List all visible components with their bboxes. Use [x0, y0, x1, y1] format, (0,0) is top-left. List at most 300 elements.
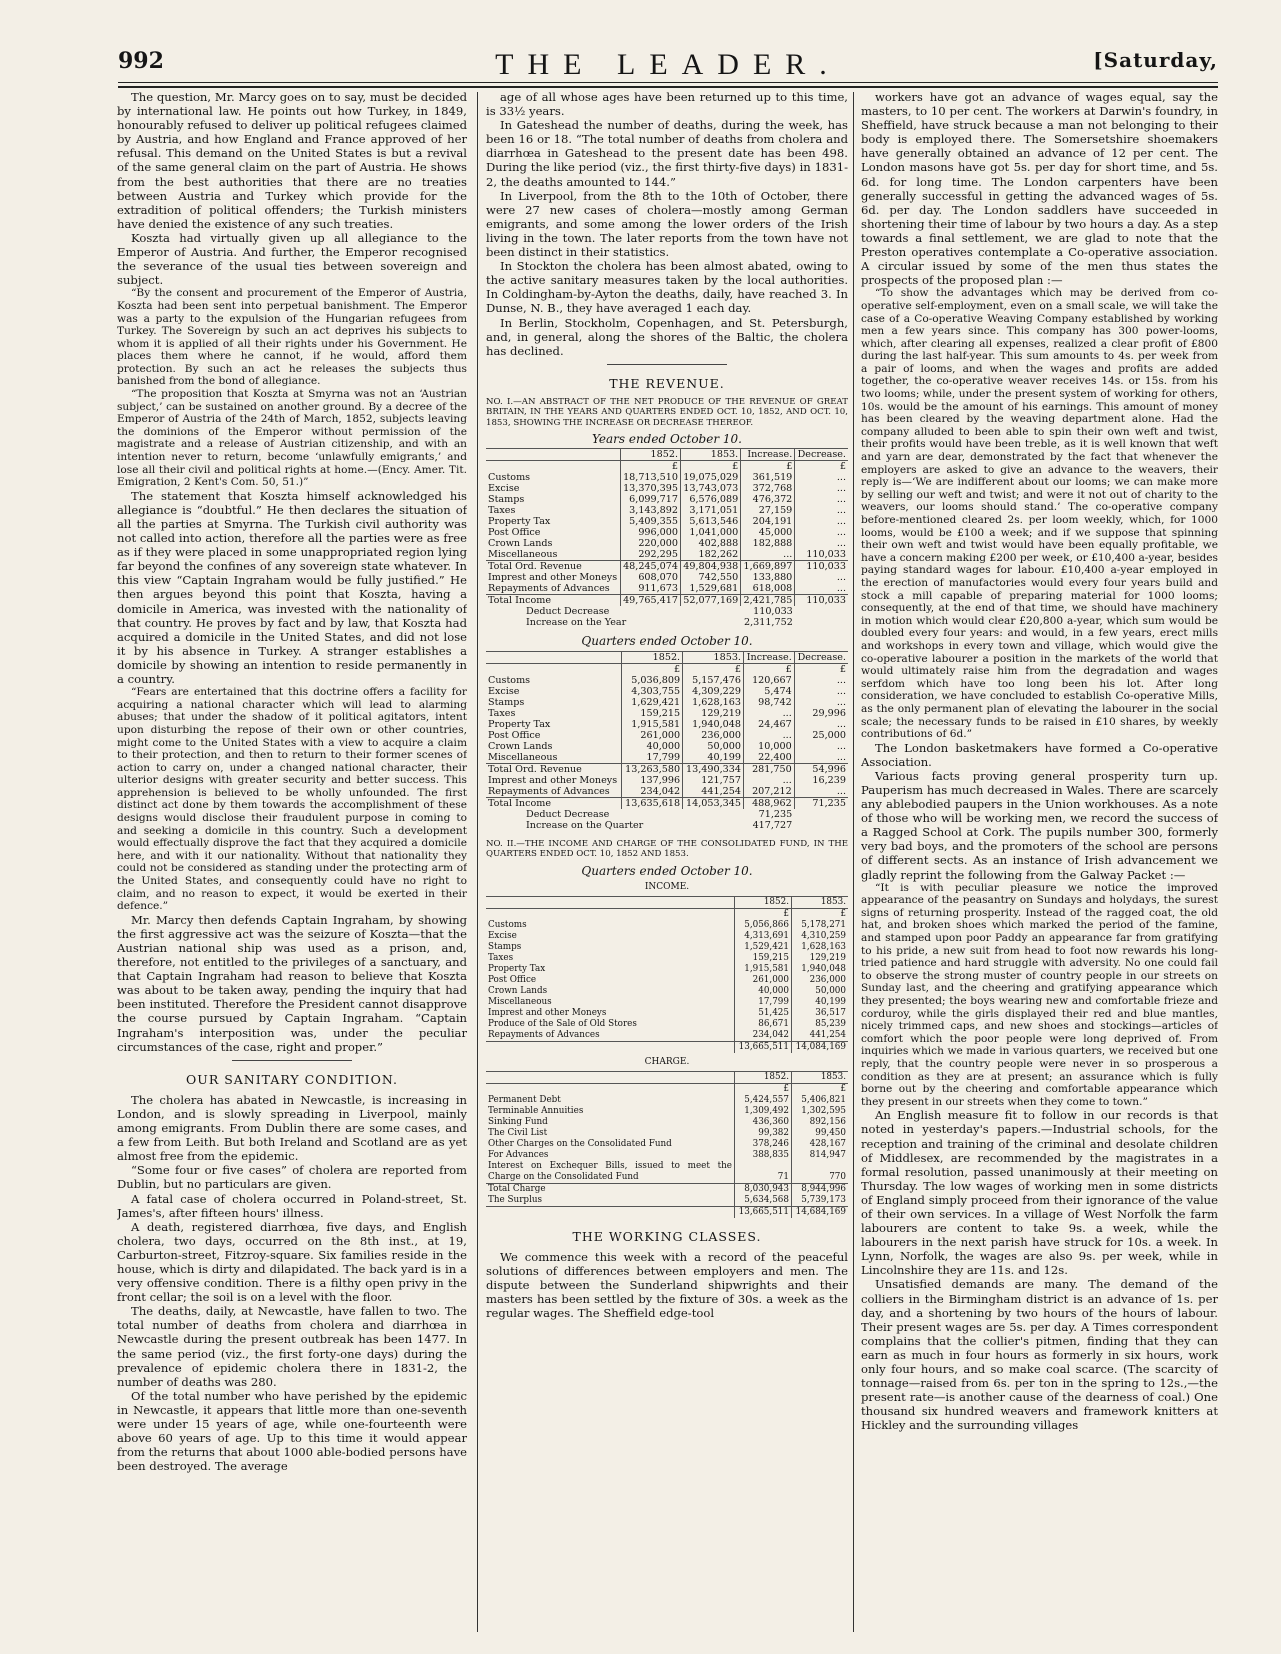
summary-value: 71,235	[758, 808, 793, 820]
row-label: Crown Lands	[488, 985, 548, 996]
table-row	[486, 920, 848, 931]
cell-value: 13,490,334	[683, 763, 744, 775]
table-row	[486, 997, 848, 1008]
paragraph: A fatal case of cholera occurred in Poland-street, St. James's, after fifteen hours' illness.	[117, 1191, 467, 1220]
cell-value: 14,053,345	[683, 797, 744, 809]
cell-value: 49,804,938	[681, 561, 741, 573]
cell-value: £	[620, 461, 680, 473]
row-label	[486, 1083, 735, 1095]
cell-value: 13,665,511	[735, 1206, 792, 1218]
table-row	[486, 472, 848, 483]
row-label: Post Office	[488, 974, 537, 985]
cell-value: £	[741, 461, 795, 473]
paragraph: We commence this week with a record of the peaceful solutions of differences between employers and men. The dispute between the Sunderland shipwrights and their masters has been settled by the fixture of 30s. a week as the regular wages. The Sheffield edge-tool	[486, 1249, 848, 1321]
cell-value: 5,157,476	[683, 675, 744, 686]
cell-value: ...	[795, 527, 848, 538]
row-label: Total Ord. Revenue	[486, 561, 620, 573]
column-2	[486, 90, 848, 1630]
cell-value: 8,030,943	[735, 1183, 792, 1195]
paragraph: The cholera has abated in Newcastle, is increasing in London, and is slowly spreading in Liverpool, mainly among emigrants. From Dublin there are some cases, and a few from Leith. But both Ireland and Scotland are as yet almost free from the epidemic.	[117, 1092, 467, 1164]
cell-value: 13,665,511	[735, 1041, 792, 1053]
income-table	[486, 896, 848, 1053]
cell-value: 220,000	[620, 538, 680, 549]
cell-value: 13,370,395	[620, 483, 680, 494]
cell-value: 261,000	[622, 730, 683, 741]
cell-value: 99,450	[792, 1128, 849, 1139]
row-label: Repayments of Advances	[488, 1029, 600, 1040]
cell-value: ...	[743, 775, 794, 786]
table-row	[486, 1161, 848, 1184]
quotation: “By the consent and procurement of the Emperor of Austria, Koszta had been sent into perpetual banishment. The Emperor was a party to the expulsion of the Hungarian refugees from Turkey. The Sovereign by such an act deprives his subjects to whom it is applied of all their rights under his Government. He places them where he cannot, if he would, afford them protection. By such an act he releases the subjects thus banished from the bond of allegiance.	[117, 287, 467, 388]
cell-value: 1,629,421	[622, 697, 683, 708]
row-label: Sinking Fund	[488, 1116, 548, 1127]
cell-value: Increase.	[741, 449, 795, 461]
row-label: Post Office	[488, 729, 541, 741]
table-row	[486, 663, 848, 675]
cell-value: 40,000	[622, 741, 683, 752]
cell-value: 1,940,048	[683, 719, 744, 730]
summary-row	[486, 820, 848, 831]
table-row	[486, 775, 848, 786]
row-label	[486, 1041, 735, 1053]
row-label: Produce of the Sale of Old Stores	[488, 1018, 637, 1029]
summary-value: 2,311,752	[743, 617, 793, 629]
cell-value: ...	[795, 572, 848, 583]
summary-row	[486, 617, 848, 628]
cell-value: 99,382	[735, 1128, 792, 1139]
paragraph: The London basketmakers have formed a Co-operative Association.	[861, 740, 1218, 769]
table-row	[486, 527, 848, 538]
years-table	[486, 448, 848, 628]
cell-value: 911,673	[620, 583, 680, 595]
cell-value: 182,888	[741, 538, 795, 549]
cell-value: 1852.	[735, 1071, 792, 1083]
quotation: “To show the advantages which may be derived from co-operative self-employment, even on a small scale, we will take the case of a Co-operative Weaving Company established by working men a few years since. This company has 300 power-looms, which, after clearing all expenses, realized a clear profit of £800 during the last half-year. This sum amounts to 4s. per week from a pair of looms, and when the wages and profits are added together, the co-operative weaver receives 14s. or 15s. from his two looms; while, under the present system of working for others, 10s. would be the amount of his earnings. This amount of money has been cleared by the weaving department alone. Had the company alluded to been able to spin their own weft and twist, their profits would have been treble, as it is well known that weft and yarn are dear, demonstrated by the fact that whenever the employers are asked to give an advance to the weavers, their reply is—‘We are indifferent about our looms; we can make more by selling our weft and twist; and were it not out of charity to the weavers, our looms should stand.’ The co-operative company before-mentioned cleared 2s. per loom weekly, which, for 1000 looms, would be £100 a week; and if we suppose that spinning their own weft and twist would have been equally profitable, we have a concern making £200 per week, or £10,400 a-year, besides paying standard wages for labour. £10,400 a-year employed in the erection of manufactories would every four years build and stock a mill capable of preparing material for 1000 looms; consequently, at the end of that time, we should have machinery in motion which would clear £20,800 a-year, which sum would be doubled every four years: and would, in a few years, erect mills and workshops in every town and village, which would give the co-operative labourer a position in the markets of the world that would ultimately raise him from the degradation and wages serfdom which have too long been his lot. After long consideration, we have concluded to establish Co-operative Mills, as the only permanent plan of elevating the labourer in the social scale; the necessary funds to be raised in £10 shares, by weekly contributions of 6d.”	[861, 287, 1218, 741]
row-label: Other Charges on the Consolidated Fund	[488, 1138, 672, 1149]
cell-value: 5,739,173	[792, 1195, 849, 1207]
paragraph: A death, registered diarrhœa, five days, and English cholera, two days, occurred on the 8th inst., at 19, Carburton-street, Fitzroy-square. Six families reside in the house, which is dirty and dilapidated. The back yard is in a very offensive condition. There is a filthy open privy in the front cellar; the soil is on a level with the floor.	[117, 1219, 467, 1305]
cell-value: ...	[794, 786, 848, 798]
cell-value: 1,669,897	[741, 561, 795, 573]
cell-value: 29,996	[794, 708, 848, 719]
cell-value: 1,915,581	[735, 964, 792, 975]
cell-value: 129,219	[792, 953, 849, 964]
column-3	[861, 90, 1218, 1630]
row-label: Excise	[488, 483, 520, 495]
cell-value: ...	[741, 549, 795, 561]
cell-value: 48,245,074	[620, 561, 680, 573]
table-row	[486, 1019, 848, 1030]
row-label	[486, 663, 622, 675]
table-row	[486, 549, 848, 561]
cell-value: 52,077,169	[681, 595, 741, 607]
cell-value: 402,888	[681, 538, 741, 549]
cell-value: £	[743, 663, 794, 675]
cell-value: ...	[794, 719, 848, 730]
cell-value: 388,835	[735, 1150, 792, 1161]
cell-value: 1853.	[792, 896, 849, 908]
cell-value: 14,084,169	[792, 1041, 849, 1053]
table-row	[486, 1139, 848, 1150]
summary-label: Deduct Decrease	[526, 808, 610, 820]
table-row	[486, 494, 848, 505]
cell-value: 4,313,691	[735, 931, 792, 942]
cell-value: £	[792, 1083, 849, 1095]
cell-value: 40,000	[735, 986, 792, 997]
cell-value: 36,517	[792, 1008, 849, 1019]
cell-value: 436,360	[735, 1117, 792, 1128]
section-heading: THE WORKING CLASSES.	[572, 1228, 762, 1244]
section-heading: THE REVENUE.	[609, 375, 725, 391]
cell-value: 3,143,892	[620, 505, 680, 516]
cell-value: 98,742	[743, 697, 794, 708]
table-row	[486, 572, 848, 583]
masthead-rule	[118, 82, 1218, 83]
section-heading: OUR SANITARY CONDITION.	[186, 1071, 398, 1087]
summary-label: Increase on the Year	[526, 617, 627, 629]
paragraph: Various facts proving general prosperity turn up. Pauperism has much decreased in Wales. There are scarcely any ablebodied paupers in the Union workhouses. As a note of those who will be working men, we record the success of a Ragged School at Cork. The pupils number 300, formerly very bad boys, and the promoters of the school are persons of different sects. As an instance of Irish advancement we gladly reprint the following from the Galway Packet :—	[861, 768, 1218, 882]
cell-value: £	[683, 663, 744, 675]
cell-value: 261,000	[735, 975, 792, 986]
column-1	[117, 90, 467, 1630]
cell-value: £	[622, 663, 683, 675]
cell-value: 476,372	[741, 494, 795, 505]
cell-value: £	[795, 461, 848, 473]
cell-value: ...	[795, 538, 848, 549]
cell-value: 24,467	[743, 719, 794, 730]
table-row	[486, 595, 848, 607]
cell-value: 51,425	[735, 1008, 792, 1019]
cell-value: 1852.	[735, 896, 792, 908]
table-header-row	[486, 1071, 848, 1083]
summary-label: Deduct Decrease	[526, 606, 610, 618]
row-label: Stamps	[488, 696, 525, 708]
paragraph: workers have got an advance of wages equal, say the masters, to 10 per cent. The workers at Darwin's foundry, in Sheffield, have struck because a man not belonging to their body is employed there. The Somersetshire shoemakers have generally obtained an advance of 12 per cent. The London masons have got 5s. per day for short time, and 5s. 6d. for long time. The London carpenters have been generally successful in getting the advanced wages of 5s. 6d. per day. The London saddlers have succeeded in shortening their time of labour by two hours a day. As a step towards a final settlement, we are glad to note that the Preston operatives contemplate a Co-operative association. A circular issued by some of the men thus states the prospects of the proposed plan :—	[861, 90, 1218, 288]
cell-value: 608,070	[620, 572, 680, 583]
cell-value: £	[681, 461, 741, 473]
cell-value: 13,743,073	[681, 483, 741, 494]
quotation: “Fears are entertained that this doctrine offers a facility for acquiring a national character which will lead to alarming abuses; that under the shadow of it political agitators, intent upon disturbing the repose of their own or other countries, might come to the United States with a view to acquire a claim to their protection, and then to return to their former scenes of action to carry on, under a changed national character, their ulterior designs with greater security and better success. This apprehension is believed to be wholly unfounded. The first distinct act done by them towards the accomplishment of these designs would disclose their fraudulent purpose in coming to and seeking a domicile in this country. Such a development would effectually disprove the fact that they acquired a domicile here, and with it our nationality. Without that nationality they could not be considered as standing under the protecting arm of the United States, and consequently could have no right to claim, and no reason to expect, it would be exerted in their defence.”	[117, 686, 467, 913]
table-row	[486, 516, 848, 527]
paragraph: In Liverpool, from the 8th to the 10th of October, there were 27 new cases of cholera—mostly among German emigrants, and some among the lower orders of the Irish living in the town. The later reports from the town have not been distinct in their statistics.	[486, 188, 848, 260]
table-row	[486, 763, 848, 775]
cell-value: 27,159	[741, 505, 795, 516]
row-label	[486, 908, 735, 920]
row-label: Excise	[488, 685, 520, 697]
cell-value: 5,424,557	[735, 1095, 792, 1106]
cell-value: 8,944,996	[792, 1183, 849, 1195]
table-row	[486, 505, 848, 516]
table-subtitle: Quarters ended October 10.	[581, 863, 753, 878]
cell-value: 6,576,089	[681, 494, 741, 505]
table-caption: NO. I.—AN ABSTRACT OF THE NET PRODUCE OF THE REVENUE OF GREAT BRITAIN, IN THE YEARS AND QUARTERS ENDED OCT. 10, 1852, AND OCT. 10, 1853, SHOWING THE INCREASE OR DECREASE THEREOF.	[486, 396, 848, 428]
table-row	[486, 719, 848, 730]
row-label	[486, 1206, 735, 1218]
cell-value: 1853.	[683, 651, 744, 663]
summary-value: 417,727	[752, 819, 793, 831]
cell-value: 1852.	[620, 449, 680, 461]
table-header-row	[486, 449, 848, 461]
table-row	[486, 975, 848, 986]
row-label: Terminable Annuities	[488, 1105, 584, 1116]
table-row	[486, 697, 848, 708]
row-label: Total Ord. Revenue	[486, 763, 622, 775]
row-label: Crown Lands	[488, 538, 553, 550]
cell-value: 5,409,355	[620, 516, 680, 527]
cell-value: 13,263,580	[622, 763, 683, 775]
cell-value: 378,246	[735, 1139, 792, 1150]
cell-value: 618,008	[741, 583, 795, 595]
cell-value: 17,799	[735, 997, 792, 1008]
summary-label: Increase on the Quarter	[526, 819, 644, 831]
row-label: Permanent Debt	[488, 1094, 561, 1105]
cell-value: 1,309,492	[735, 1106, 792, 1117]
cell-value: 1853.	[792, 1071, 849, 1083]
table-row	[486, 964, 848, 975]
table-row	[486, 942, 848, 953]
row-label: Customs	[488, 674, 531, 686]
cell-value: 110,033	[795, 595, 848, 607]
cell-value: 1,041,000	[681, 527, 741, 538]
quotation: “It is with peculiar pleasure we notice the improved appearance of the peasantry on Sundays and holydays, the surest signs of returning prosperity. Instead of the ragged coat, the old hat, and broken shoes which marked the period of the famine, and stamped upon poor Paddy an appearance far from gratifying to his pride, a new suit from head to foot now rewards his long-tried patience and hard struggle with adversity. No one could fail to observe the strong muster of country people in our streets on Sunday last, and the cheering and gratifying appearance which they presented; the boys wearing new and comfortable frieze and corduroy, while the girls displayed their red and blue mantles, nicely trimmed caps, and new shoes and stockings—articles of comfort which the poor people were long deprived of. From inquiries which we made in various quarters, we received but one reply, that the country people were never in so prosperous a condition as they are at present; an assurance which is fully borne out by the cheering and comfortable appearance which they present in our streets when they come to town.”	[861, 881, 1218, 1108]
cell-value: 22,400	[743, 752, 794, 764]
row-label: Imprest and other Moneys	[488, 1007, 607, 1018]
table-row	[486, 931, 848, 942]
cell-value: Decrease.	[794, 651, 848, 663]
cell-value: 16,239	[794, 775, 848, 786]
cell-value: Increase.	[743, 651, 794, 663]
cell-value: 281,750	[743, 763, 794, 775]
row-label: Crown Lands	[488, 740, 553, 752]
row-label: Taxes	[488, 952, 514, 963]
paragraph: Of the total number who have perished by the epidemic in Newcastle, it appears that little more than one-seventh were under 15 years of age, while one-fourteenth were above 60 years of age. Up to this time it would appear from the returns that about 1000 able-bodied persons have been destroyed. The average	[117, 1388, 467, 1474]
cell-value: 50,000	[683, 741, 744, 752]
charge-label: CHARGE.	[644, 1056, 690, 1067]
separator	[232, 1060, 352, 1061]
table-row	[486, 986, 848, 997]
cell-value: 159,215	[735, 953, 792, 964]
cell-value: 50,000	[792, 986, 849, 997]
paragraph: In Stockton the cholera has been almost abated, owing to the active sanitary measures taken by the local authorities. In Coldingham-by-Ayton the deaths, daily, have reached 3. In Dunse, N. B., they have averaged 1 each day.	[486, 259, 848, 316]
issue-day: [Saturday,	[1093, 48, 1218, 72]
table-row	[486, 561, 848, 573]
cell-value: 137,996	[622, 775, 683, 786]
cell-value: 17,799	[622, 752, 683, 764]
column-divider	[853, 92, 854, 1632]
row-label: The Civil List	[488, 1127, 548, 1138]
cell-value: £	[735, 1083, 792, 1095]
cell-value: 814,947	[792, 1150, 849, 1161]
row-label: Repayments of Advances	[488, 785, 610, 797]
table-row	[486, 1106, 848, 1117]
table-row	[486, 1206, 848, 1218]
paragraph: An English measure fit to follow in our records is that noted in yesterday's papers.—Industrial schools, for the reception and training of the criminal and desolate children of Middlesex, are recommended by the magistrates in a formal resolution, passed unanimously at their meeting on Thursday. The low wages of working men in some districts of England simply proceed from their ignorance of the value of their own services. In a village of West Norfolk the farm labourers are content to take 9s. a week, while the labourers in the next parish have struck for 10s. a week. In Lynn, Norfolk, the wages are also 9s. per week, while in Lincolnshire they are 11s. and 12s.	[861, 1108, 1218, 1278]
row-label: Customs	[488, 919, 527, 930]
table-row	[486, 730, 848, 741]
table-row	[486, 953, 848, 964]
table-header-row	[486, 896, 848, 908]
cell-value: 2,421,785	[741, 595, 795, 607]
row-label: Stamps	[488, 494, 525, 506]
table-row	[486, 461, 848, 473]
cell-value: £	[735, 908, 792, 920]
table-row	[486, 1095, 848, 1106]
table-row	[486, 1008, 848, 1019]
cell-value: 5,406,821	[792, 1095, 849, 1106]
row-label: Repayments of Advances	[488, 583, 610, 595]
cell-value: ...	[794, 697, 848, 708]
cell-value: 5,474	[743, 686, 794, 697]
cell-value: 40,199	[792, 997, 849, 1008]
cell-value: 1,628,163	[792, 942, 849, 953]
cell-value: 121,757	[683, 775, 744, 786]
table-row	[486, 1030, 848, 1042]
cell-value: 996,000	[620, 527, 680, 538]
quotation: “The proposition that Koszta at Smyrna was not an ‘Austrian subject,’ can be sustained on another ground. By a decree of the Emperor of Austria of the 24th of March, 1852, subjects leaving the dominions of the Emperor without permission of the magistrate and a release of Austrian citizenship, and with an intention never to return, become ‘unlawfully emigrants,’ and lose all their civil and political rights at home.—(Ency. Amer. Tit. Emigration, 2 Kent's Com. 50, 51.)”	[117, 388, 467, 489]
newspaper-title: THE LEADER.	[495, 48, 841, 81]
cell-value: ...	[795, 483, 848, 494]
row-label: Property Tax	[488, 963, 546, 974]
cell-value: 129,219	[683, 708, 744, 719]
cell-value: Decrease.	[795, 449, 848, 461]
cell-value: 1,940,048	[792, 964, 849, 975]
cell-value: 1,529,421	[735, 942, 792, 953]
cell-value: 71,235	[794, 797, 848, 809]
table-row	[486, 1150, 848, 1161]
cell-value: 770	[792, 1161, 849, 1184]
table-row	[486, 1041, 848, 1053]
cell-value: 25,000	[794, 730, 848, 741]
masthead-rule-thick	[118, 86, 1218, 88]
cell-value: 5,056,866	[735, 920, 792, 931]
cell-value: 159,215	[622, 708, 683, 719]
row-label: Taxes	[488, 505, 516, 517]
cell-value: ...	[795, 505, 848, 516]
table-subtitle: Years ended October 10.	[592, 432, 742, 447]
cell-value: 4,310,259	[792, 931, 849, 942]
summary-value: 110,033	[753, 606, 793, 618]
cell-value: 182,262	[681, 549, 741, 561]
cell-value: £	[792, 908, 849, 920]
cell-value: 40,199	[683, 752, 744, 764]
row-label: Post Office	[488, 527, 541, 539]
cell-value: ...	[794, 675, 848, 686]
cell-value: 234,042	[622, 786, 683, 798]
cell-value: 441,254	[683, 786, 744, 798]
paragraph: In Berlin, Stockholm, Copenhagen, and St. Petersburgh, and, in general, along the shores of the Baltic, the cholera has declined.	[486, 315, 848, 358]
cell-value: 1852.	[622, 651, 683, 663]
paragraph: Unsatisfied demands are many. The demand of the colliers in the Birmingham district is an advance of 1s. per day, and a shortening by two hours of the hours of labour. Their present wages are 5s. per day. A Times correspondent complains that the collier's pitmen, finding that they can earn as much in four hours as formerly in six hours, work only four hours, and so make coal scarce. (The scarcity of tonnage—raised from 6s. per ton in the spring to 12s.,—the present rate—is another cause of the dearness of coal.) One thousand six hundred weavers and framework knitters at Hickley and the surrounding villages	[861, 1277, 1218, 1433]
cell-value: 207,212	[743, 786, 794, 798]
cell-value: 1,302,595	[792, 1106, 849, 1117]
row-label: Customs	[488, 472, 531, 484]
cell-value: ...	[743, 708, 794, 719]
cell-value: 1,915,581	[622, 719, 683, 730]
paragraph: The statement that Koszta himself acknowledged his allegiance is “doubtful.” He then declares the situation of all the parties at Smyrna. The Turkish civil authority was not called into action, therefore all the parties were as free as if they were placed in some unappropriated region lying far beyond the confines of any sovereign state whatever. In this view “Captain Ingraham would be fully justified.” He then argues beyond this point that Koszta, having a domicile in America, was invested with the nationality of that country. He proves by fact and by law, that Koszta had acquired a domicile in the United States, and did not lose it by his absence in Turkey. A stranger establishes a domicile by showing an intention to reside permanently in a country.	[117, 488, 467, 687]
table-row	[486, 483, 848, 494]
cell-value: 5,178,271	[792, 920, 849, 931]
cell-value: 5,036,809	[622, 675, 683, 686]
row-label	[486, 461, 620, 473]
row-label: For Advances	[488, 1149, 549, 1160]
cell-value: 18,713,510	[620, 472, 680, 483]
cell-value: 6,099,717	[620, 494, 680, 505]
row-label: Total Charge	[486, 1183, 735, 1195]
cell-value: 10,000	[743, 741, 794, 752]
cell-value: 19,075,029	[681, 472, 741, 483]
cell-value: 45,000	[741, 527, 795, 538]
summary-row	[486, 809, 848, 820]
paragraph: Koszta had virtually given up all allegiance to the Emperor of Austria. And further, the Emperor recognised the severance of the usual ties between sovereign and subject.	[117, 230, 467, 288]
table-row	[486, 538, 848, 549]
cell-value: 1,628,163	[683, 697, 744, 708]
cell-value: 4,303,755	[622, 686, 683, 697]
table-row	[486, 1195, 848, 1207]
row-label	[486, 651, 622, 663]
cell-value: 13,635,618	[622, 797, 683, 809]
table-row	[486, 1128, 848, 1139]
row-label: Total Income	[486, 595, 620, 607]
table-row	[486, 583, 848, 595]
cell-value: 234,042	[735, 1030, 792, 1042]
cell-value: 49,765,417	[620, 595, 680, 607]
row-label: Miscellaneous	[488, 996, 552, 1007]
cell-value: 86,671	[735, 1019, 792, 1030]
cell-value: 488,962	[743, 797, 794, 809]
cell-value: 361,519	[741, 472, 795, 483]
row-label: Miscellaneous	[488, 751, 558, 763]
cell-value: ...	[743, 730, 794, 741]
cell-value: ...	[794, 741, 848, 752]
income-label: INCOME.	[644, 881, 690, 892]
cell-value: 120,667	[743, 675, 794, 686]
table-header-row	[486, 651, 848, 663]
cell-value: 292,295	[620, 549, 680, 561]
table-row	[486, 1083, 848, 1095]
row-label	[486, 449, 620, 461]
row-label: Imprest and other Moneys	[488, 774, 618, 786]
cell-value: ...	[795, 494, 848, 505]
row-label	[486, 896, 735, 908]
table-subtitle: Quarters ended October 10.	[581, 634, 753, 649]
row-label: Total Income	[486, 797, 622, 809]
cell-value: 428,167	[792, 1139, 849, 1150]
row-label: Stamps	[488, 941, 522, 952]
cell-value: 236,000	[792, 975, 849, 986]
row-label: Imprest and other Moneys	[488, 572, 618, 584]
table-row	[486, 908, 848, 920]
row-label: Excise	[488, 930, 517, 941]
paragraph: The question, Mr. Marcy goes on to say, must be decided by international law. He points out how Turkey, in 1849, honourably refused to deliver up political refugees claimed by Austria, and how England and France approved of her refusal. This demand on the United States is but a revival of the same general claim on the part of Austria. He shows from the best authorities that there are no treaties between Austria and Turkey which provide for the extradition of political offenders; the Turkish ministers have denied the existence of any such treaties.	[117, 90, 467, 231]
cell-value: 1853.	[681, 449, 741, 461]
cell-value: 4,309,229	[683, 686, 744, 697]
page-number: 992	[118, 48, 164, 74]
separator	[607, 364, 727, 365]
cell-value: ...	[795, 516, 848, 527]
table-row	[486, 786, 848, 798]
cell-value: 892,156	[792, 1117, 849, 1128]
cell-value: 1,529,681	[681, 583, 741, 595]
table-row	[486, 708, 848, 719]
row-label: Interest on Exchequer Bills, issued to meet the Charge on the Consolidated Fund	[488, 1160, 732, 1182]
row-label: Property Tax	[488, 516, 551, 528]
cell-value: 441,254	[792, 1030, 849, 1042]
cell-value: 133,880	[741, 572, 795, 583]
table-caption: NO. II.—THE INCOME AND CHARGE OF THE CONSOLIDATED FUND, IN THE QUARTERS ENDED OCT. 10, 1852 AND 1853.	[486, 838, 848, 860]
cell-value: 54,996	[794, 763, 848, 775]
row-label: Property Tax	[488, 718, 551, 730]
cell-value: 5,613,546	[681, 516, 741, 527]
